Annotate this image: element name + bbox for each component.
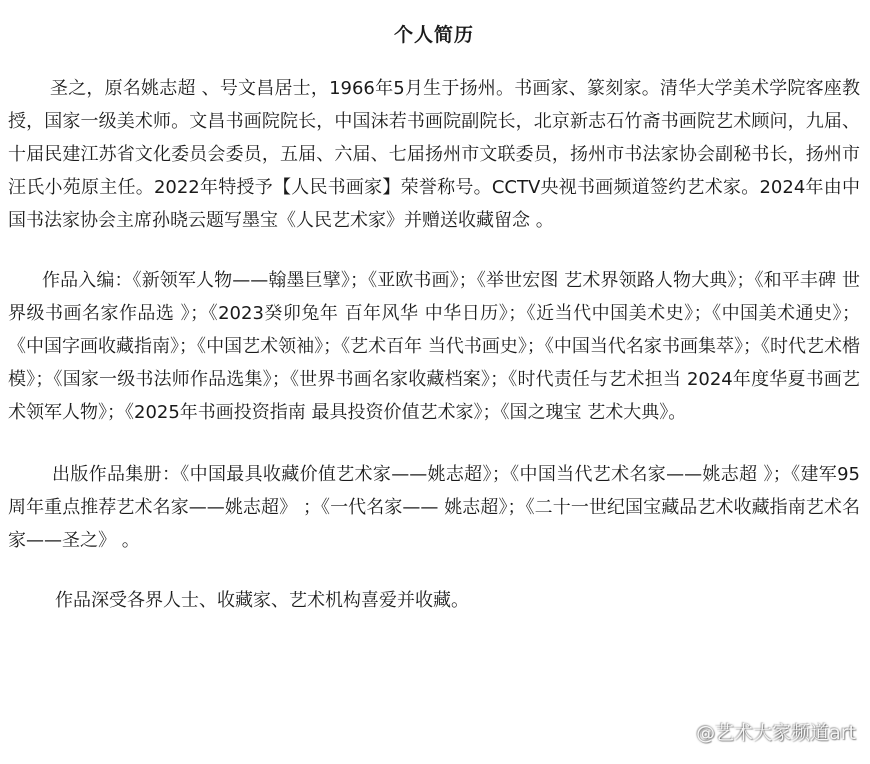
document-title: 个人简历 xyxy=(393,24,474,46)
closing-paragraph: 作品深受各界人士、收藏家、艺术机构喜爱并收藏。 xyxy=(55,590,469,611)
bio-paragraph: 圣之，原名姚志超 、号文昌居士，1966年5月生于扬州。书画家、篆刻家。清华大学美术学院客座教授，国家一级美术师。文昌书画院院长，中国沫若书画院副院长，北京新志石竹斋书画院艺术顾问，九届、十届民建江苏省文化委员会委员，五届、六届、七届扬州市文联委员，扬州市书法家协会副秘书长，扬州市汪氏小苑原主任。2022年特授予【人民书画家】荣誉称号。CCTV央视书画频道签约艺术家。2024年由中国书法家协会主席孙晓云题写墨宝《人民艺术家》并赠送收藏留念 。 xyxy=(8,78,860,231)
published-books-paragraph: 出版作品集册：《中国最具收藏价值艺术家——姚志超》；《中国当代艺术名家——姚志超 》；《建军95周年重点推荐艺术名家——姚志超》 ；《一代名家—— 姚志超》；《二十一世纪国宝藏品艺术收藏指南艺术名家——圣之》 。 xyxy=(8,464,860,551)
works-paragraph: 作品入编：《新领军人物——翰墨巨擘》；《亚欧书画》；《举世宏图 艺术界领路人物大典》；《和平丰碑 世界级书画名家作品选 》；《2023癸卯兔年 百年风华 中华日历》；《近当代中国美术史》；《中国美术通史》；《中国字画收藏指南》；《中国艺术领袖》；《艺术百年 当代书画史》；《中国当代名家书画集萃》；《时代艺术楷模》；《国家一级书法师作品选集》；《世界书画名家收藏档案》；《时代责任与艺术担当 2024年度华夏书画艺术领军人物》；《2025年书画投资指南 最具投资价值艺术家》；《国之瑰宝 艺术大典》。 xyxy=(8,270,860,423)
resume-document xyxy=(8,0,860,617)
watermark: @艺术大家频道art xyxy=(696,722,856,744)
